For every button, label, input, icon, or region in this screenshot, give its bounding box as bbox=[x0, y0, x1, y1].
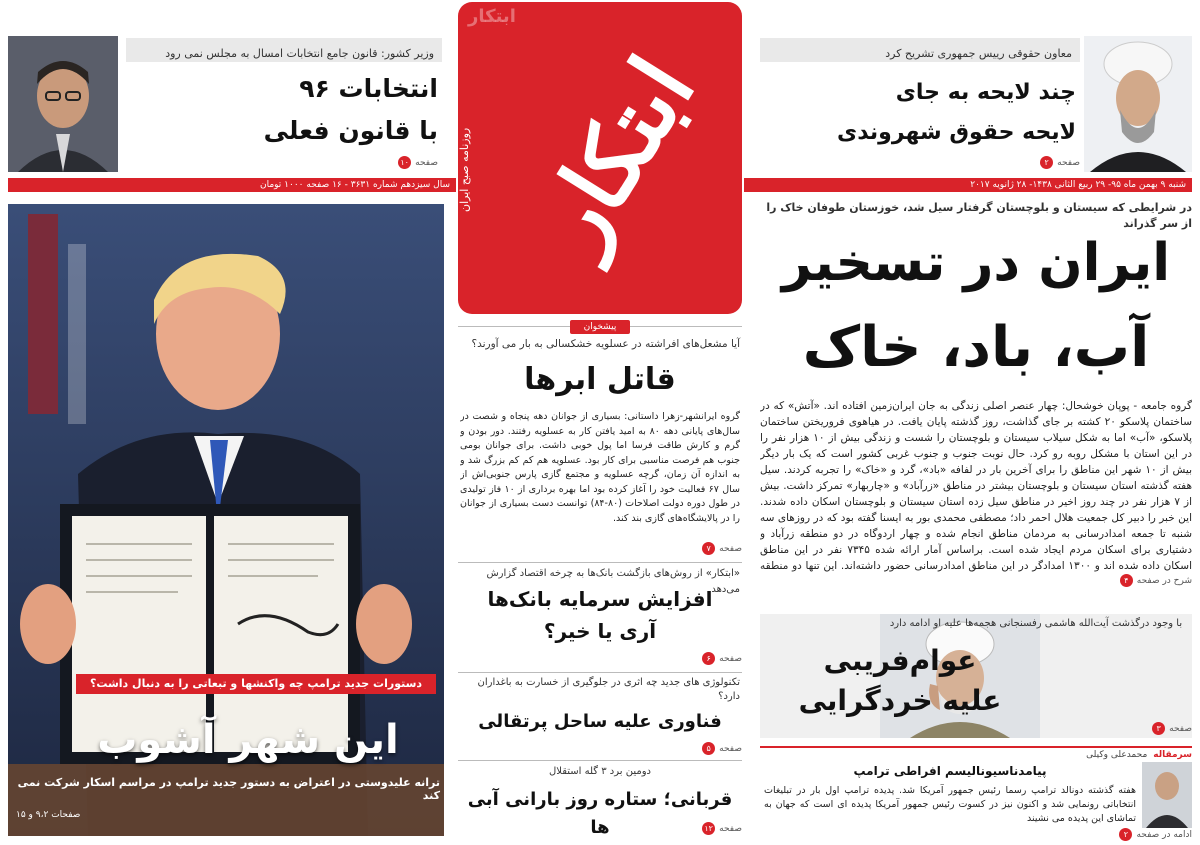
top-left-kicker-bar bbox=[126, 38, 442, 62]
editorial-label: سرمقاله bbox=[1153, 750, 1192, 760]
page-number-badge: ۱۰ bbox=[398, 156, 411, 169]
center-story-1-body: گروه ایرانشهر-زهرا داستانی: بسیاری از جوانان دهه پنجاه و شصت در سال‌های پایانی دهه ۸۰ به امید یافتن کار به عسلویه رفتند. دور بودن و گرم و کارش طاقت فرسا اما پول خوبی داشت. برای جوانان بومی جنوب هم فرصت مناسبی برای کار بود. عسلویه هم کم کم بزرگ شد و به اندازه آن زمان، گرچه عسلویه و مجتمع گازی پارس جنوبی‌اش از سال ۶۷ فعالیت خود را آغاز کرده بود اما بهره برداری از ۱۰ فاز تولیدی در طول دوره دولت اصلاحات (۸۰-۸۴) توانست دست بسیاری از جوانان را در پالایشگاه‌های گازی بند کند. bbox=[460, 411, 740, 524]
top-right-portrait bbox=[1084, 36, 1192, 172]
center-column bbox=[458, 316, 742, 840]
top-left-kicker: وزیر کشور: قانون جامع انتخابات امسال به مجلس نمی رود bbox=[165, 47, 434, 60]
top-left-teaser[interactable] bbox=[8, 36, 442, 174]
main-story[interactable] bbox=[760, 198, 1192, 606]
main-story-headline-2[interactable]: آب، باد، خاک bbox=[802, 315, 1150, 380]
center-story-2-page-ref: صفحه ۶ bbox=[458, 652, 742, 665]
divider bbox=[458, 672, 742, 673]
main-story-headline-1[interactable]: ایران در تسخیر bbox=[781, 233, 1171, 293]
page-number-badge: ۷ bbox=[702, 542, 715, 555]
hashemi-kicker: با وجود درگذشت آیت‌الله هاشمی رفسنجانی هجمه‌ها علیه او ادامه دارد bbox=[889, 618, 1183, 629]
masthead-watermark: ابتکار bbox=[468, 6, 516, 27]
divider bbox=[458, 760, 742, 761]
photo-story[interactable] bbox=[8, 204, 444, 836]
top-right-headline-2[interactable]: لایحه حقوق شهروندی bbox=[837, 120, 1076, 145]
center-story-1-headline[interactable]: قاتل ابرها bbox=[524, 362, 676, 397]
photo-story-page-ref: صفحات ۹،۲ و ۱۵ bbox=[16, 810, 81, 820]
divider bbox=[458, 562, 742, 563]
center-story-3-kicker: تکنولوژی های جدید چه اثری در جلوگیری از خسارت به باغداران دارد؟ bbox=[477, 677, 740, 702]
author-portrait-icon bbox=[1142, 762, 1192, 828]
top-right-teaser[interactable] bbox=[760, 36, 1192, 174]
center-story-4-page-ref: صفحه ۱۲ bbox=[458, 822, 742, 835]
center-story-2[interactable] bbox=[458, 566, 742, 670]
hashemi-headline-1[interactable]: عوام‌فریبی bbox=[823, 644, 977, 677]
page-number-badge: ۲ bbox=[1119, 828, 1132, 841]
center-story-2-headline-2[interactable]: آری یا خیر؟ bbox=[543, 619, 657, 643]
editorial-photo bbox=[1142, 762, 1192, 828]
center-story-4[interactable] bbox=[458, 764, 742, 840]
masthead[interactable] bbox=[458, 2, 742, 314]
main-story-kicker: در شرایطی که سیستان و بلوچستان گرفتار سیل شد، خوزستان طوفان خاک را از سر گذراند bbox=[766, 201, 1192, 230]
center-story-2-headline-1[interactable]: افزایش سرمایه بانک‌ها bbox=[487, 587, 713, 611]
divider bbox=[630, 326, 742, 327]
top-right-page-ref: صفحه ۲ bbox=[760, 156, 1080, 169]
center-story-1-kicker: آیا مشعل‌های افراشته در عسلویه خشکسالی به بار می آورند؟ bbox=[471, 338, 740, 350]
top-left-headline-1[interactable]: انتخابات ۹۶ bbox=[299, 74, 438, 103]
editorial-label-row bbox=[1086, 750, 1192, 760]
main-story-page-ref: شرح در صفحه ۴ bbox=[760, 574, 1192, 587]
photo-story-headline[interactable]: این شهر آشوب bbox=[97, 717, 399, 763]
center-story-2-kicker: «ابتکار» از روش‌های بازگشت بانک‌ها به چرخه اقتصاد گزارش می‌دهد bbox=[486, 568, 740, 595]
top-left-portrait bbox=[8, 36, 118, 172]
photo-story-kicker: دستورات جدید ترامپ چه واکنشها و تبعاتی را به دنبال داشت؟ bbox=[76, 674, 436, 694]
center-story-3[interactable] bbox=[458, 676, 742, 758]
date-line: شنبه ۹ بهمن ماه ۹۵- ۲۹ ربیع الثانی ۱۴۳۸- ۲۸ ژانویه ۲۰۱۷ bbox=[970, 180, 1186, 190]
editorial-body: هفته گذشته دونالد ترامپ رسما رئیس جمهور آمریکا شد. پدیده ترامپ اول بار در تبلیغات انتخاباتی رونمایی شد و اکنون نیز در کسوت رئیس جمهور آمریکا پدیده ای است که جهان به تماشای این پدیده می نشیند bbox=[764, 785, 1136, 824]
center-story-3-page-ref: صفحه ۵ bbox=[458, 742, 742, 755]
page-number-badge: ۶ bbox=[702, 652, 715, 665]
photo-story-sub: ترانه علیدوستی در اعتراض به دستور جدید ترامپ در مراسم اسکار شرکت نمی کند bbox=[17, 776, 440, 802]
top-right-headline-1[interactable]: چند لایحه به جای bbox=[895, 80, 1076, 105]
page-number-badge: ۳ bbox=[1152, 722, 1165, 735]
issue-strip bbox=[8, 178, 456, 192]
editorial-author: محمدعلی وکیلی bbox=[1086, 750, 1148, 760]
main-story-body: گروه جامعه - پوپان خوشحال: چهار عنصر اصلی زندگی به جان ایران‌زمین افتاده اند. «آتش» که در ساختمان پلاسکو ۲۰ کشته بر جای گذاشت، روز گذشته پایان یافت. در هیاهوی فروریختن ساختمان پلاسکو، «آب» اما به شکل سیلاب سیستان و بلوچستان را شست و زندگی بیش از ۱۰ هزار نفر را در این استان با مشکل روبه رو کرد. حال نوبت جنوب و جنوب غربی کشور است که یک بار دیگر بیش از ۱۰ شهر این مناطق را برای آخرین بار در لفافه «باد»، گرد و «خاک» را تجربه کردند. سیل هفته گذشته استان سیستان و بلوچستان بیشتر در مناطق «زرآباد» و «چاربهار» تمرکز داشت. بیش از ۷ هزار نفر در چند روز اخیر در مناطق سیل زده استان سیستان و بلوچستان اسکان داده شدند. این خبر را دبیر کل جمعیت هلال احمر داد؛ مصطفی محمدی بور به ایسنا گفته بود که در روزهای سه شنبه تا جمعه امدادرسانی به مردمان مناطق انجام شده و چهار اردوگاه در دو منطقه زرآباد و دشتیاری برای اسکان مردم ایجاد شده است. براساس آمار ارائه شده ۷۳۴۵ نفر در این مناطق اسکان داده شده اند و ۱۳۰۰ امدادگر در این مناطق امدادرسانی حضور داشته‌اند. این تنها دو منطقه bbox=[760, 400, 1192, 572]
hashemi-page-ref: صفحه ۳ bbox=[760, 722, 1192, 735]
center-story-4-kicker: دومین برد ۳ گله استقلال bbox=[548, 766, 652, 777]
hashemi-story[interactable] bbox=[760, 614, 1192, 740]
cleric-portrait-icon bbox=[1084, 36, 1192, 172]
date-strip bbox=[744, 178, 1192, 192]
hashemi-headline-2[interactable]: علیه خردگرایی bbox=[798, 684, 1002, 717]
page-number-badge: ۱۲ bbox=[702, 822, 715, 835]
center-story-3-headline[interactable]: فناوری علیه ساحل پرتقالی bbox=[478, 711, 722, 732]
editorial-page-ref: ادامه در صفحه ۲ bbox=[760, 828, 1192, 841]
section-tag: پیشخوان bbox=[570, 320, 630, 334]
masthead-subtitle: روزنامه صبح ایران bbox=[458, 127, 471, 213]
masthead-logo: ابتکار bbox=[516, 38, 716, 268]
top-right-kicker: معاون حقوقی رییس جمهوری تشریح کرد bbox=[885, 47, 1072, 60]
center-story-1[interactable] bbox=[458, 336, 742, 558]
page-number-badge: ۲ bbox=[1040, 156, 1053, 169]
editorial-title[interactable]: پیامدناسیونالیسم افراطی ترامپ bbox=[853, 764, 1047, 778]
man-portrait-icon bbox=[8, 36, 118, 172]
editorial[interactable] bbox=[760, 746, 1192, 840]
divider bbox=[458, 326, 570, 327]
center-story-4-headline[interactable]: قربانی؛ ستاره روز بارانی آبی ها bbox=[467, 789, 733, 838]
issue-line: سال سیزدهم شماره ۳۶۳۱ - ۱۶ صفحه ۱۰۰۰ تومان bbox=[259, 180, 450, 190]
top-right-kicker-bar bbox=[760, 38, 1080, 62]
page-number-badge: ۵ bbox=[702, 742, 715, 755]
page-number-badge: ۴ bbox=[1120, 574, 1133, 587]
top-left-page-ref: صفحه ۱۰ bbox=[126, 156, 442, 169]
center-story-1-page-ref: صفحه ۷ bbox=[458, 542, 742, 555]
top-left-headline-2[interactable]: با قانون فعلی bbox=[263, 116, 438, 145]
